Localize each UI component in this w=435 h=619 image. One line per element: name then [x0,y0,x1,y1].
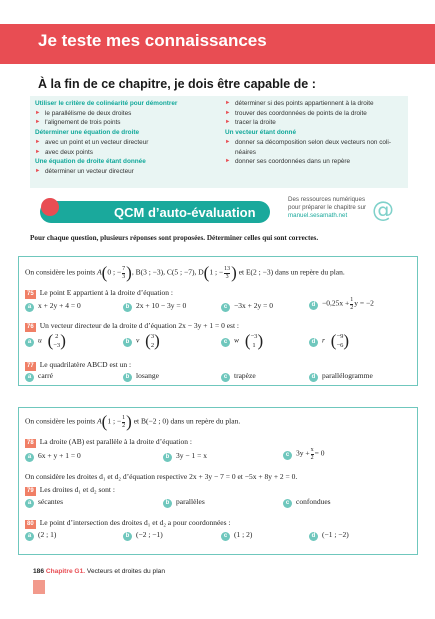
q76-option-b[interactable]: b v⃗( 3 2 ) [123,331,160,351]
q77-number: 77 [27,363,34,369]
points-bcd: , B(3 ; −3), C(5 ; −7), D [131,267,204,277]
q77-option-a[interactable]: a carré [25,371,53,382]
question-block-1 [18,256,418,386]
q76-number: 76 [27,324,34,330]
block2-point-a-label: A [97,416,102,426]
qcm-dot-icon [41,198,59,216]
qcm-title: QCM d’auto-évaluation [114,205,256,220]
chapter-banner [0,24,435,64]
block2-context: On considère les droites d₁ et d₂ d’équation respective 2x + 3y − 7 = 0 et −5x + 8y + 2 = 0. [25,472,298,481]
objective-right-item: ► donner ses coordonnées dans un repère [225,157,405,167]
page-number: 186 [33,568,45,575]
q80-option-b[interactable]: b (−2 ; −1) [123,530,163,541]
objective-right-item: néaires [235,148,256,156]
q77-prompt [25,360,131,371]
resources-line-1: Des ressources numériques [288,196,366,203]
instructions: Pour chaque question, plusieurs réponses sont proposées. Déterminer celles qui sont correctes. [30,234,319,242]
q80-prompt [25,518,231,529]
objective-right-item: ► trouver des coordonnées de points de la droite [225,109,405,119]
q75-number: 75 [27,291,34,297]
q77-option-c[interactable]: c trapèze [221,371,256,382]
objective-left-item: ► avec un point et un vecteur directeur [35,138,215,148]
q80-option-c[interactable]: c (1 ; 2) [221,530,252,541]
objective-left-item: ► avec deux points [35,148,215,158]
block2-point-a-coord: 1 ; − [107,416,122,426]
block1-intro-a: On considère les points [25,267,96,277]
objective-right-heading: Un vecteur étant donné [225,129,297,137]
q78-number: 78 [27,440,34,446]
objective-right-item: ► tracer la droite [225,118,405,128]
objective-left-item: ► l'alignement de trois points [35,118,215,128]
q77-option-d[interactable]: d parallélogramme [309,371,373,382]
block2-point-a-fraction: $\frac{1}{2}$ [122,415,126,429]
chapter-title: Vecteurs et droites du plan [86,568,165,575]
q78-option-c[interactable]: c 3y + $\frac{x}{2}$ = 0 [283,447,324,461]
banner-title: Je teste mes connaissances [38,31,267,50]
objective-right-item: ► déterminer si des points appartiennent à la droite [225,99,405,109]
page-footer [33,568,165,575]
point-d-fraction: $\frac{13}{3}$ [224,266,231,280]
q77-text: Le quadrilatère ABCD est un : [39,360,132,369]
q80-option-d[interactable]: d (−1 ; −2) [309,530,349,541]
objectives-left-column [35,99,215,177]
block2-intro-b: et B(−2 ; 0) dans un repère du plan. [133,416,241,426]
q75-option-d[interactable]: d −0,25x + $\frac{1}{2}$ y = −2 [309,297,374,311]
q76-option-a[interactable]: a u⃗( 2 −3 ) [25,331,66,351]
objectives-box [30,96,408,188]
objectives-right-column [225,99,405,167]
q75-option-c[interactable]: c −3x + 2y = 0 [221,301,273,312]
objective-left-heading: Déterminer une équation de droite [35,129,140,137]
resources-line-2: pour préparer le chapitre sur [288,204,367,211]
q79-option-c[interactable]: c confondues [283,497,331,508]
q78-option-b[interactable]: b 3y − 1 = x [163,451,207,462]
q80-number: 80 [27,521,34,527]
question-block-2 [18,407,418,555]
q76-text: Un vecteur directeur de la droite d d’équation 2x − 3y + 1 = 0 est : [39,321,239,330]
chapter-label: Chapitre G1. [45,568,86,575]
point-a-label: A [97,267,102,277]
corner-tab [33,580,45,594]
q78-text: La droite (AB) est parallèle à la droite d’équation : [39,437,192,446]
q78-option-a[interactable]: a 6x + y + 1 = 0 [25,451,81,462]
q76-option-d[interactable]: d r⃗( −9 −6 ) [309,331,349,351]
block2-intro-a: On considère les points [25,416,96,426]
objective-left-item: ► le parallélisme de deux droites [35,109,215,119]
q79-number: 79 [27,488,34,494]
point-d-coord: 1 ; − [209,267,224,277]
q80-text: Le point d’intersection des droites d₁ et d₂ a pour coordonnées : [39,518,231,527]
q79-option-a[interactable]: a sécantes [25,497,63,508]
q75-text: Le point E appartient à la droite d’équation : [39,288,173,297]
point-a-fraction: $\frac{7}{3}$ [122,266,126,280]
objective-left-item: ► déterminer un vecteur directeur [35,167,215,177]
q80-option-a[interactable]: a (2 ; 1) [25,530,56,541]
objective-left-heading: Utiliser le critère de colinéarité pour démontrer [35,100,178,107]
goals-title: À la fin de ce chapitre, je dois être capable de : [38,77,316,91]
block2-intro: On considère les points A(1 ; − $\frac{1}{2}$ ) et B(−2 ; 0) dans un repère du plan. [25,412,241,431]
resources-note [288,196,366,220]
objective-right-item: ► donner sa décomposition selon deux vecteurs non coli- [225,138,405,148]
q79-option-b[interactable]: b parallèles [163,497,205,508]
block1-intro-b: et E(2 ; −3) dans un repère du plan. [238,267,345,277]
q76-option-c[interactable]: c w⃗( −3 1 ) [221,331,263,351]
q77-option-b[interactable]: b losange [123,371,159,382]
q79-text: Les droites d₁ et d₂ sont : [39,485,115,494]
q78-prompt [25,437,192,448]
point-a-coord: 0 ; − [107,267,122,277]
qcm-heading [40,201,270,223]
block1-intro: On considère les points A(0 ; − $\frac{7}{3}$ ), B(3 ; −3), C(5 ; −7), D(1 ; − $\frac{13}{3}$ ) et E(2 ; −3) dans un repère du plan. [25,263,345,282]
q75-prompt [25,288,173,299]
resources-link[interactable]: manuel.sesamath.net [288,212,348,219]
objective-left-heading: Une équation de droite étant donnée [35,158,146,166]
at-sign-icon: @ [372,198,394,223]
q79-prompt [25,485,115,496]
q75-option-b[interactable]: b 2x + 10 − 3y = 0 [123,301,186,312]
q75-option-a[interactable]: a x + 2y + 4 = 0 [25,301,81,312]
